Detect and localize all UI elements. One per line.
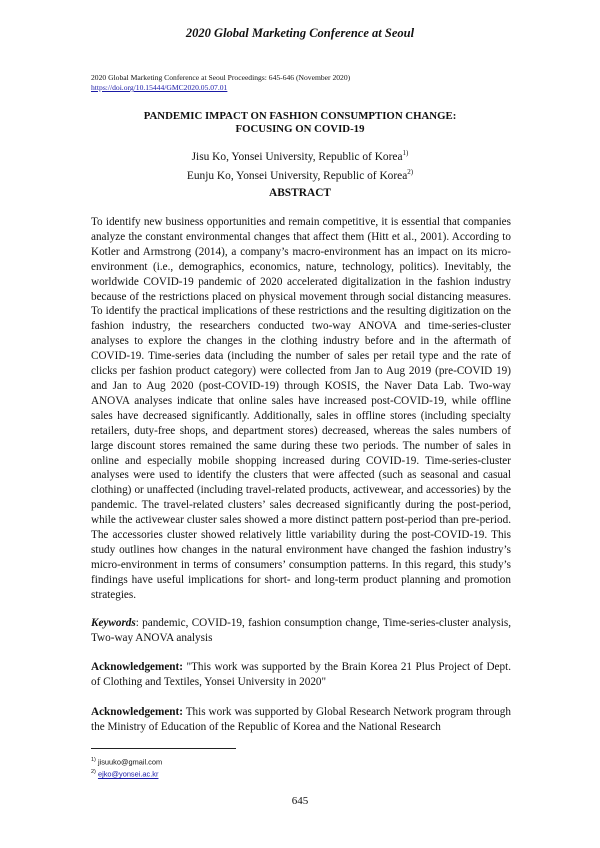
author-list (0, 146, 600, 185)
acknowledgement-2-label: Acknowledgement: (91, 706, 183, 718)
keywords-text: : pandemic, COVID-19, fashion consumption change, Time-series-cluster analysis, Two-way ANOVA analysis (91, 617, 511, 644)
acknowledgement-1-text: "This work was supported by the Brain Korea 21 Plus Project of Dept. of Clothing and Textiles, Yonsei University in 2020" (91, 661, 511, 688)
title-line-1: PANDEMIC IMPACT ON FASHION CONSUMPTION CHANGE: (143, 110, 457, 122)
acknowledgement-1-label: Acknowledgement: (91, 661, 183, 673)
title-line-2: FOCUSING ON COVID-19 (235, 123, 365, 135)
keywords (91, 616, 511, 646)
author-2 (0, 165, 600, 184)
footnote-1 (91, 755, 391, 767)
author-2-text: Eunju Ko, Yonsei University, Republic of Korea (186, 170, 408, 183)
doi-link[interactable]: https://doi.org/10.15444/GMC2020.05.07.01 (91, 83, 228, 92)
page-number: 645 (291, 795, 309, 807)
author-1-footnote-mark: 1) (402, 149, 409, 157)
footnote-divider (91, 748, 236, 749)
acknowledgement-2 (91, 705, 511, 735)
footnotes (91, 755, 391, 780)
abstract-heading: ABSTRACT (268, 187, 332, 199)
proceedings-info (91, 73, 511, 93)
paper-title (0, 110, 600, 136)
footnote-2-email-link[interactable]: ejko@yonsei.ac.kr (97, 769, 159, 779)
proceedings-citation: 2020 Global Marketing Conference at Seoul Proceedings: 645-646 (November 2020) (91, 73, 351, 82)
running-head: 2020 Global Marketing Conference at Seoul (185, 26, 415, 40)
abstract-body: To identify new business opportunities and remain competitive, it is essential that companies analyze the constant environmental changes that affect them (Hitt et al., 2001). According to Kotler and Armstrong (2014), a company’s macro-environment has an impact on its micro-environment (i.e., demographics, economics, nature, technology, politics). Inevitably, the worldwide COVID-19 pandemic of 2020 accelerated digitalization in the fashion industry because of the restrictions placed on physical movement through social distancing measures. To identify the practical implications of these restrictions and the resulting digitization on the fashion industry, the researchers conducted two-way ANOVA and time-series-cluster analyses to explore the changes in the clothing industry before and in the aftermath of COVID-19. Time-series data (including the number of sales per retail type and the rate of clicks per fashion product category) were collected from Jan to Aug 2019 (pre-COVID 19) and Jan to Aug 2020 (post-COVID-19) through KOSIS, the Naver Data Lab. Two-way ANOVA analyses indicate that online sales have increased post-COVID-19, while offline sales have decreased significantly. Additionally, sales in offline stores (including specialty retailers, duty-free shops, and department stores) decreased, whereas the sales numbers of large discount stores remained the same during these two periods. The number of sales in online and especially mobile shopping increased during COVID-19. Time-series-cluster analyses were used to identify the clusters that were affected (such as seasonal and casual clothing) or unaffected (including travel-related products, activewear, and accessories) by the pandemic. The travel-related clusters’ sales decreased significantly during the post-period, while the activewear cluster sales showed a more distinct pattern post-period than pre-period. The accessories cluster showed relatively little variability during the post-COVID-19. This study outlines how changes in the natural environment have changed the fashion industry’s micro-environment in terms of consumers’ consumption patterns. In this regard, this study’s findings have useful implications for short- and long-term product planning and promotion strategies. (91, 216, 511, 601)
keywords-label: Keywords (91, 617, 136, 629)
footnote-1-mark: 1) (91, 757, 96, 763)
author-2-footnote-mark: 2) (407, 168, 414, 177)
footnote-2 (91, 767, 391, 779)
acknowledgement-1 (91, 660, 511, 690)
acknowledgement-2-text: This work was supported by Global Research Network program through the Ministry of Education of the Republic of Korea and the National Research (91, 706, 511, 733)
author-1-text: Jisu Ko, Yonsei University, Republic of Korea (191, 150, 403, 163)
footnote-2-mark: 2) (91, 769, 96, 776)
footnote-1-email: jisuuko@gmail.com (97, 757, 163, 767)
author-1 (0, 146, 600, 165)
